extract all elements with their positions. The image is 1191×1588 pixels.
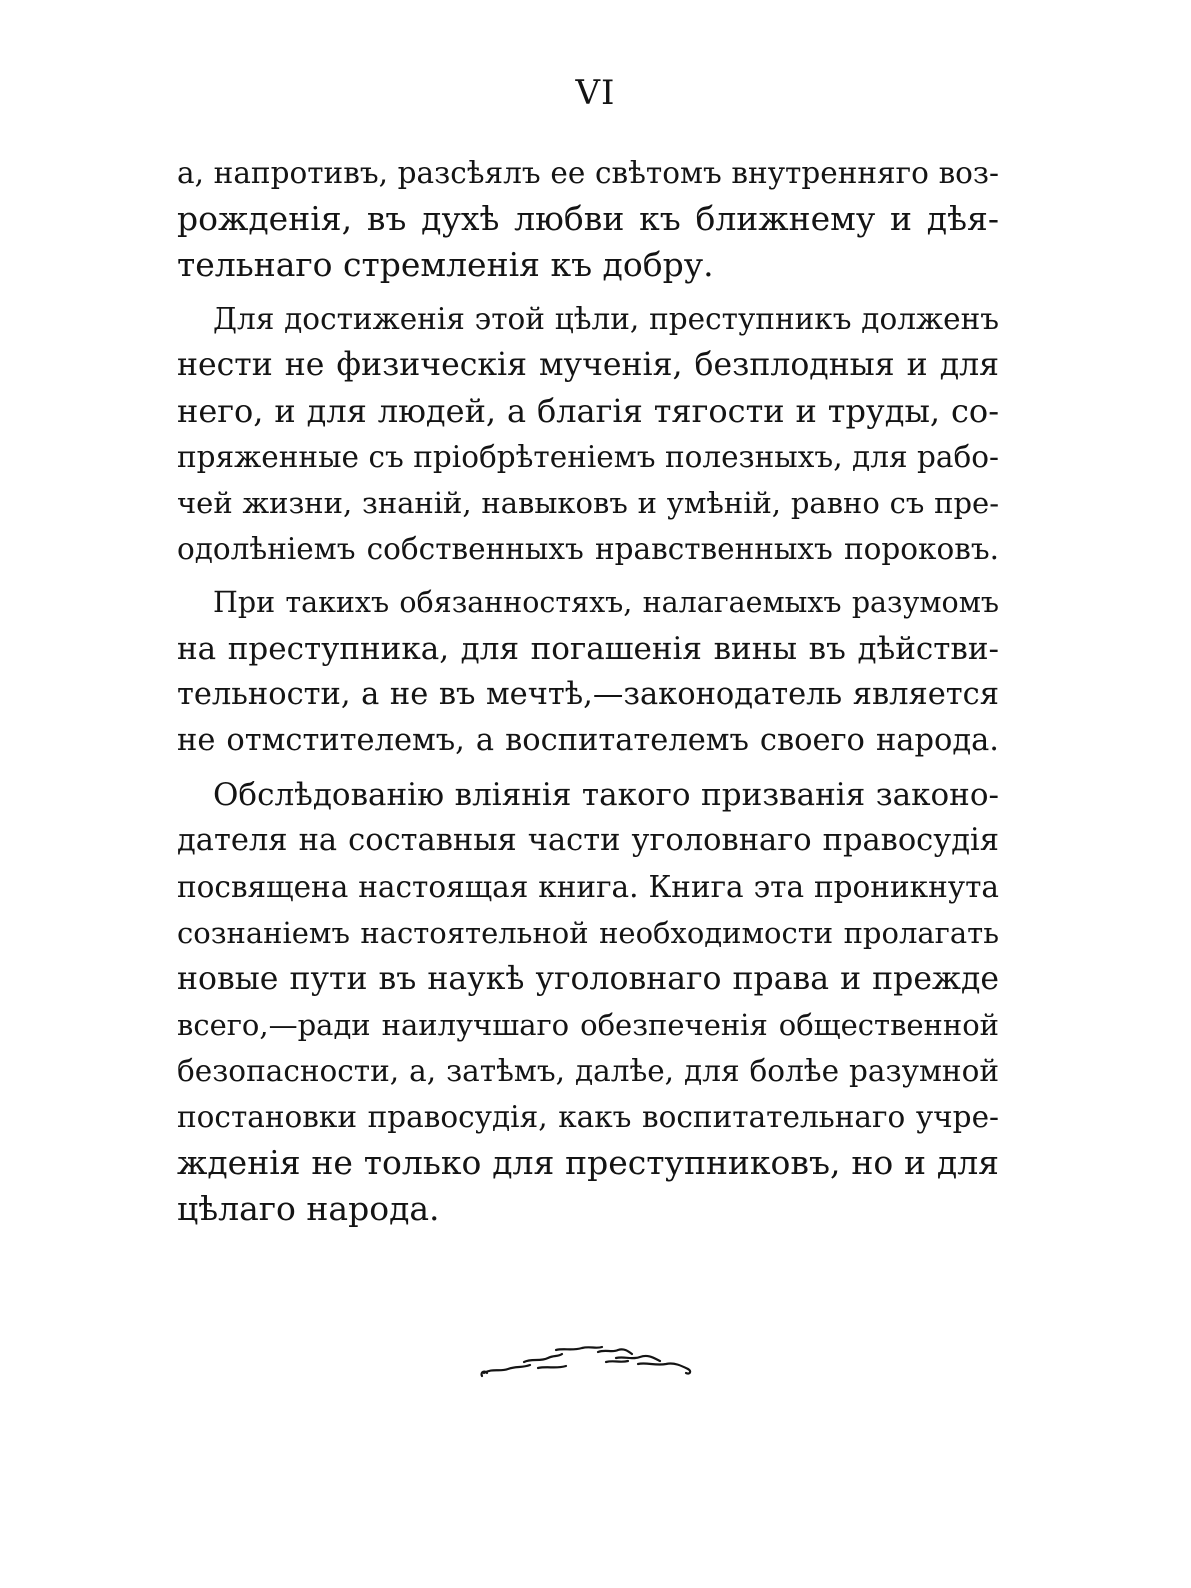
text-line: сознаніемъ настоятельной необходимости пролагать	[177, 916, 999, 950]
text-line: безопасности, а, затѣмъ, далѣе, для болѣе разумной	[177, 1054, 999, 1088]
text-line: Обслѣдованію вліянія такого призванія законо-	[213, 777, 999, 813]
text-line: цѣлаго народа.	[177, 1189, 440, 1228]
text-line: постановки правосудія, какъ воспитательнаго учре-	[177, 1100, 999, 1134]
text-line: не отмстителемъ, а воспитателемъ своего народа.	[177, 723, 999, 758]
text-line: чей жизни, знаній, навыковъ и умѣній, равно съ пре-	[177, 486, 999, 520]
text-line: жденія не только для преступниковъ, но и для	[177, 1143, 999, 1182]
text-line: а, напротивъ, разсѣялъ ее свѣтомъ внутренняго воз-	[177, 156, 999, 190]
text-line: него, и для людей, а благія тягости и труды, со-	[177, 392, 999, 430]
paragraph-4	[177, 772, 999, 1232]
tailpiece-flourish-icon	[478, 1338, 698, 1388]
paragraph-1	[177, 150, 999, 288]
text-line: Для достиженія этой цѣли, преступникъ долженъ	[213, 302, 999, 336]
text-line: пряженные съ пріобрѣтеніемъ полезныхъ, для рабо-	[177, 440, 999, 474]
text-line: рожденія, въ духѣ любви къ ближнему и дѣя-	[177, 199, 999, 238]
paragraph-3	[177, 580, 999, 764]
text-line: посвящена настоящая книга. Книга эта проникнута	[177, 870, 999, 904]
paragraph-2	[177, 296, 999, 572]
text-line: новые пути въ наукѣ уголовнаго права и прежде	[177, 961, 999, 997]
text-line: на преступника, для погашенія вины въ дѣйстви-	[177, 631, 999, 667]
text-line: всего,—ради наилучшаго обезпеченія общественной	[177, 1008, 999, 1042]
text-line: При такихъ обязанностяхъ, налагаемыхъ разумомъ	[213, 586, 999, 619]
text-line: одолѣніемъ собственныхъ нравственныхъ пороковъ.	[177, 532, 999, 566]
page-number: VI	[575, 73, 616, 113]
text-line: тельности, а не въ мечтѣ,—законодатель является	[177, 677, 999, 712]
text-line: тельнаго стремленія къ добру.	[177, 245, 714, 284]
body-text	[177, 150, 999, 1232]
text-line: нести не физическія мученія, безплодныя и для	[177, 347, 999, 383]
text-line: дателя на составныя части уголовнаго правосудія	[177, 823, 999, 858]
